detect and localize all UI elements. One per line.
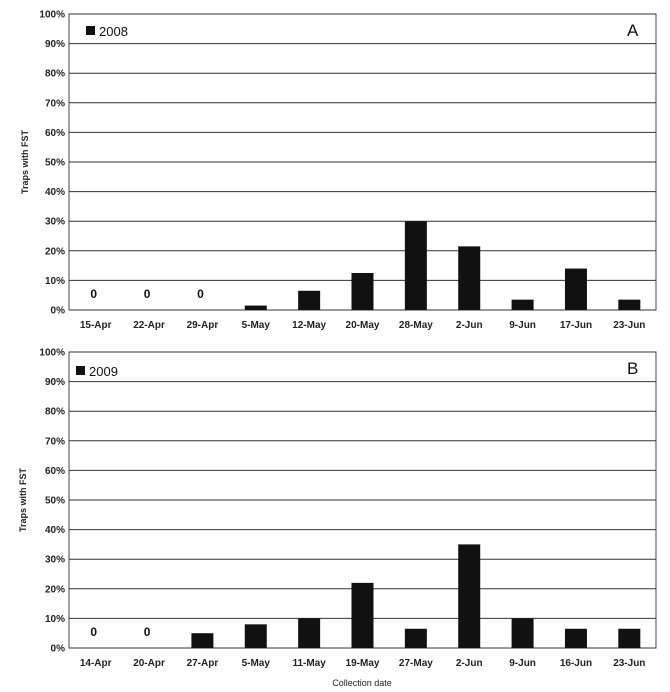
x-tick-labels xyxy=(80,658,646,669)
y-tick-label: 20% xyxy=(44,246,65,258)
x-tick-label: 12-May xyxy=(292,320,327,331)
bar xyxy=(512,300,534,310)
bar xyxy=(458,246,480,310)
x-tick-label: 28-May xyxy=(398,320,433,331)
y-tick-label: 70% xyxy=(44,98,65,110)
x-tick-label: 17-Jun xyxy=(559,320,593,331)
bar xyxy=(191,633,213,648)
y-tick-label: 90% xyxy=(44,377,65,389)
x-tick-label: 20-Apr xyxy=(133,658,165,669)
x-tick-label: 2-Jun xyxy=(455,320,483,331)
zero-value-label: 0 xyxy=(90,625,98,639)
y-tick-label: 0% xyxy=(50,643,65,655)
panel-label: A xyxy=(627,21,639,40)
y-tick-label: 10% xyxy=(44,613,65,625)
bar xyxy=(565,629,587,648)
zero-value-label: 0 xyxy=(90,287,98,301)
legend-swatch xyxy=(76,366,85,375)
y-tick-label: 70% xyxy=(44,436,65,448)
x-tick-label: 5-May xyxy=(241,320,270,331)
x-axis-label: Collection date xyxy=(332,678,392,688)
bar xyxy=(352,273,374,310)
y-tick-label: 80% xyxy=(44,68,65,80)
y-tick-label: 50% xyxy=(44,495,65,507)
x-tick-label: 5-May xyxy=(241,658,270,669)
x-tick-label: 11-May xyxy=(292,658,326,669)
y-axis-label: Traps with FST xyxy=(18,467,28,533)
x-tick-labels xyxy=(80,320,646,331)
bar xyxy=(298,618,320,648)
chart-panel-a xyxy=(20,10,656,332)
x-tick-label: 29-Apr xyxy=(186,320,219,331)
chart-panel-b xyxy=(18,348,656,689)
x-tick-label: 16-Jun xyxy=(559,658,593,669)
x-tick-label: 23-Jun xyxy=(613,658,646,669)
legend-label: 2009 xyxy=(89,364,118,379)
bar xyxy=(405,221,427,310)
x-tick-label: 27-Apr xyxy=(186,658,219,669)
bar xyxy=(298,291,320,310)
y-tick-label: 10% xyxy=(44,275,65,287)
legend-label: 2008 xyxy=(99,24,128,39)
y-tick-labels xyxy=(39,10,65,317)
bar xyxy=(245,624,267,648)
bar xyxy=(405,629,427,648)
x-tick-label: 20-May xyxy=(345,320,380,331)
y-tick-label: 100% xyxy=(39,9,65,21)
zero-value-label: 0 xyxy=(197,287,204,301)
x-tick-label: 2-Jun xyxy=(455,658,483,669)
y-tick-label: 60% xyxy=(44,465,65,477)
x-tick-label: 22-Apr xyxy=(133,320,165,331)
y-tick-label: 100% xyxy=(39,347,65,359)
x-tick-label: 23-Jun xyxy=(613,320,646,331)
x-tick-label: 19-May xyxy=(345,658,380,669)
bar xyxy=(618,300,640,310)
y-tick-label: 50% xyxy=(44,157,65,169)
x-tick-label: 14-Apr xyxy=(79,658,112,669)
bar xyxy=(245,306,267,310)
y-tick-label: 20% xyxy=(44,584,65,596)
y-tick-label: 0% xyxy=(50,305,65,317)
panel-label: B xyxy=(627,359,639,378)
y-axis-label: Traps with FST xyxy=(20,129,30,195)
x-tick-label: 9-Jun xyxy=(509,320,536,331)
x-tick-label: 15-Apr xyxy=(79,320,112,331)
legend-swatch xyxy=(86,26,95,35)
bar xyxy=(618,629,640,648)
bar xyxy=(565,269,587,310)
y-tick-labels xyxy=(39,348,65,655)
x-tick-label: 9-Jun xyxy=(509,658,536,669)
y-tick-label: 40% xyxy=(44,187,65,199)
y-tick-label: 80% xyxy=(44,406,65,418)
bar xyxy=(512,618,534,648)
y-tick-label: 30% xyxy=(44,554,65,566)
bar xyxy=(458,544,480,648)
x-tick-label: 27-May xyxy=(398,658,433,669)
zero-value-label: 0 xyxy=(143,287,151,301)
y-tick-label: 40% xyxy=(44,525,65,537)
y-tick-label: 60% xyxy=(44,127,65,139)
bar xyxy=(352,583,374,648)
zero-value-label: 0 xyxy=(143,625,151,639)
y-tick-label: 30% xyxy=(44,216,65,228)
y-tick-label: 90% xyxy=(44,39,65,51)
